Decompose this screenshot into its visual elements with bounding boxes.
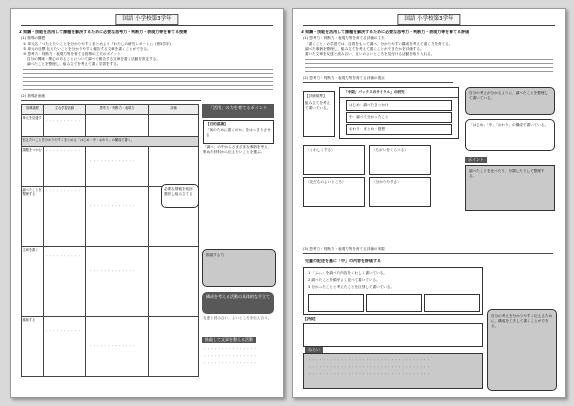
table-header: 思考力・判断力・表現力 — [86, 105, 149, 115]
aspect-box — [303, 177, 365, 207]
callout-text: 必要な情報を取捨選択し組み立てる — [164, 187, 193, 196]
practice-line: 1 「ふぃ」を調べた内容をくわしく書いている。 — [308, 271, 387, 275]
structure-row — [346, 100, 452, 111]
cell-text: ・・・・・・・・・・ — [45, 119, 81, 123]
table-header: 主な学習活動 — [44, 105, 86, 115]
purpose-box — [203, 120, 274, 144]
structure-row — [346, 124, 452, 135]
body-line: 書いた文章を友達と読み合い、互いのよいところを見付ける活動を取り入れる。 — [305, 52, 435, 56]
sample-box — [424, 294, 480, 312]
aspect-box — [369, 145, 431, 175]
table-note: 伝えたいことを分かりやすくまとめる「はじめ・中・おわり」の構成で書く。 — [22, 137, 199, 147]
cell-text: ・・・・・・・・・・ — [45, 329, 81, 333]
grey-callout — [487, 309, 557, 391]
eval-label: 【評価】 — [303, 317, 318, 321]
divider — [305, 67, 553, 68]
callout-text: 自分の考えを分かりやすく伝えるために、構成を工夫して書くことができる。 — [491, 314, 553, 328]
aim-label: ねらい — [305, 347, 323, 353]
row-label: 課題をつかむ — [22, 147, 44, 187]
section-title: 3 知識・技能を活用して課題を解決するために必要な思考力・判断力・表現力等を育てる評価 — [301, 30, 470, 34]
divider — [23, 81, 273, 82]
cell-text: ・・・・・・・・・・・・・ — [89, 159, 136, 163]
criteria-box — [303, 91, 335, 137]
point-title: 「活用」の力を育てるポイント — [202, 104, 274, 118]
table-cell — [86, 187, 149, 247]
row-label: 調べたことを整理する — [22, 187, 44, 247]
subheading: (2) 思考力・判断力・表現力等を育てる評価の視点 — [303, 76, 385, 80]
aspect-label: 〈友だちのよいところ〉 — [306, 180, 346, 184]
filler-text: ・・・・・・・・・・・・・・・・・・・・・・・・・・・・・・・・・・ — [308, 365, 431, 369]
aim-box — [303, 353, 483, 389]
table-cell — [86, 115, 149, 137]
aspect-box — [303, 145, 365, 175]
row-label: 単元を見通す — [22, 115, 44, 137]
page-right — [292, 8, 566, 398]
row-label: 推敲する — [22, 317, 44, 377]
filler-text: ・・・・・・・・・・・・・・・ — [203, 361, 257, 365]
method-text: 友達と読み合い、よいところを伝え合う。 — [203, 316, 272, 320]
body-line: 「書くこと」の学習では、目的をもって調べ、分かりやすい構成を考えて書く力を育てる。 — [305, 42, 453, 46]
aspect-box — [369, 177, 431, 207]
point-label: ポイント — [465, 157, 487, 163]
callout-box — [161, 184, 199, 208]
section-title: 2 知識・技能を活用して課題を解決するために必要な思考力・判断力・表現力等を育てる授業 — [19, 30, 188, 34]
callout-text: 「はじめ」「中」「おわり」の構成で書いている。 — [469, 123, 549, 127]
cell-text: ・・・・・・・・・・ — [45, 254, 81, 258]
structure-row — [346, 112, 452, 123]
table-header: 指導過程 — [22, 105, 44, 115]
table-cell — [86, 147, 149, 187]
table-cell — [86, 247, 149, 317]
sample-box — [308, 294, 364, 312]
cell-text: ・・・・・・・・・・・・・ — [89, 204, 136, 208]
structure-title: 「中期」パックスのサイクル」の研究 — [344, 90, 405, 94]
filler-text: ・・・・・・・・・・・・・・・・・・・・・・・・・・・・・・・・・・ — [308, 358, 431, 362]
filler-text: ・・・・・・・・・・・・・・・・・・・・・・・・・・・・・・・・・・ — [308, 372, 431, 376]
table-cell — [149, 115, 199, 137]
divider — [305, 71, 553, 72]
table-cell — [44, 187, 86, 247]
divider — [23, 85, 273, 86]
header-rule — [21, 25, 273, 26]
filler-text: ・・・・・・・・・・・・・・・ — [203, 347, 257, 351]
body-line: ① 単元名「つたえたいことを分かりやすくまとめよう『わたしの研究レポート』」(第3学年) — [23, 42, 171, 46]
row-text: はじめ：調べたきっかけ — [349, 103, 389, 107]
page-header: 国語 小学校第3学年 — [115, 14, 178, 25]
body-line: ② 単元の目標 伝えたいことを分かりやすく報告する文章を書くことができる。 — [23, 47, 151, 51]
structure-box — [339, 87, 459, 139]
callout-text: 調べたことを比べたり、分類したりして整理する。 — [469, 169, 545, 178]
body-line: ③ 思考力・判断力・表現力等を育てる指導の工夫のポイント — [23, 52, 121, 56]
table-cell — [149, 317, 199, 377]
practice-line: 3 分かったことと考えたことを区別して書いている。 — [308, 285, 395, 289]
divider — [23, 77, 273, 78]
table-header: 評価 — [149, 105, 199, 115]
callout-box — [465, 119, 555, 151]
divider — [23, 69, 273, 70]
callout-text: 推敲する力 — [206, 253, 224, 257]
aspect-label: 〈ちがいをくらべる〉 — [372, 148, 408, 152]
row-label: 文章を書く — [22, 247, 44, 317]
cell-text: ・・・・・・・・・・・・・ — [89, 344, 136, 348]
grey-callout — [465, 87, 555, 115]
row-text: おわり：まとめ・感想 — [349, 127, 385, 131]
divider — [23, 89, 273, 90]
cell-text: ・・・・・・・・・・・・・ — [89, 269, 136, 273]
page-header: 国語 小学校第3学年 — [397, 14, 460, 25]
subheading: (2) 指導計画案 — [21, 94, 46, 98]
method-label: 推敲して文章を整える活動 — [202, 337, 256, 343]
divider — [305, 59, 553, 60]
page-left — [10, 8, 284, 398]
grey-callout — [465, 165, 555, 211]
table-cell — [149, 247, 199, 317]
section-rule — [303, 82, 453, 83]
practice-title: 児童の記述を基に「中」の内容を評価する — [305, 259, 381, 263]
sample-box — [366, 294, 422, 312]
header-rule — [303, 25, 555, 26]
body-line: 調べた事柄を整理し、組み立てを考えて書くことができたかを評価する。 — [305, 47, 424, 51]
body-line: 調べたことを整理し、組み立てを考えて書く学習をする。 — [27, 62, 121, 66]
criteria-label: 【評価規準】 — [305, 94, 327, 98]
filler-text: ・・・・・・・・・・・・・・・ — [203, 354, 257, 358]
practice-line: 2 調べたことを順序よく並べて書いている。 — [308, 278, 380, 282]
divider — [305, 63, 553, 64]
table-cell — [149, 147, 199, 187]
subheading: (1) 思考力・判断力・表現力等を育てる評価の工夫 — [303, 36, 385, 40]
eval-box — [303, 323, 483, 347]
callout-text: 自分の考えが分かるように、調べたことを整理して書いている。 — [469, 91, 549, 100]
body-line: 自分の興味・関心のあることについて調べて報告する文章を書く活動を設定する。 — [27, 57, 160, 61]
plan-table — [21, 104, 199, 377]
method-title: 構成を考える活動の具体的な手立て — [202, 292, 274, 314]
purpose-label: 【目的意識】 — [206, 122, 228, 126]
purpose-text: 「何のために書くのか」をはっきりさせる — [206, 128, 271, 137]
criteria-text: 組み立てを考えて書いている。 — [305, 101, 331, 110]
cell-text: ・・・・・・・・・・ — [45, 149, 81, 153]
point-note: 「調べ」の中からさまざまな事柄を考え、集めた材料から伝えたいことを選ぶ。 — [203, 145, 272, 154]
table-cell — [44, 317, 86, 377]
divider — [340, 97, 458, 98]
subheading: (1) 指導の構想 — [21, 36, 46, 40]
aspect-label: 〈分かりやすさ〉 — [372, 180, 401, 184]
grey-callout — [202, 249, 276, 287]
subheading: (3) 思考力・判断力・表現力等を育てる評価の実際 — [303, 247, 385, 251]
section-rule — [303, 253, 553, 254]
section-rule — [21, 100, 201, 101]
cell-text: ・・・・・・・・・・ — [45, 189, 81, 193]
table-cell — [44, 115, 86, 137]
aspect-label: 〈くわしくする〉 — [306, 148, 335, 152]
divider — [23, 73, 273, 74]
practice-box — [303, 267, 483, 315]
row-text: 中：調べて分かったこと — [349, 115, 389, 119]
